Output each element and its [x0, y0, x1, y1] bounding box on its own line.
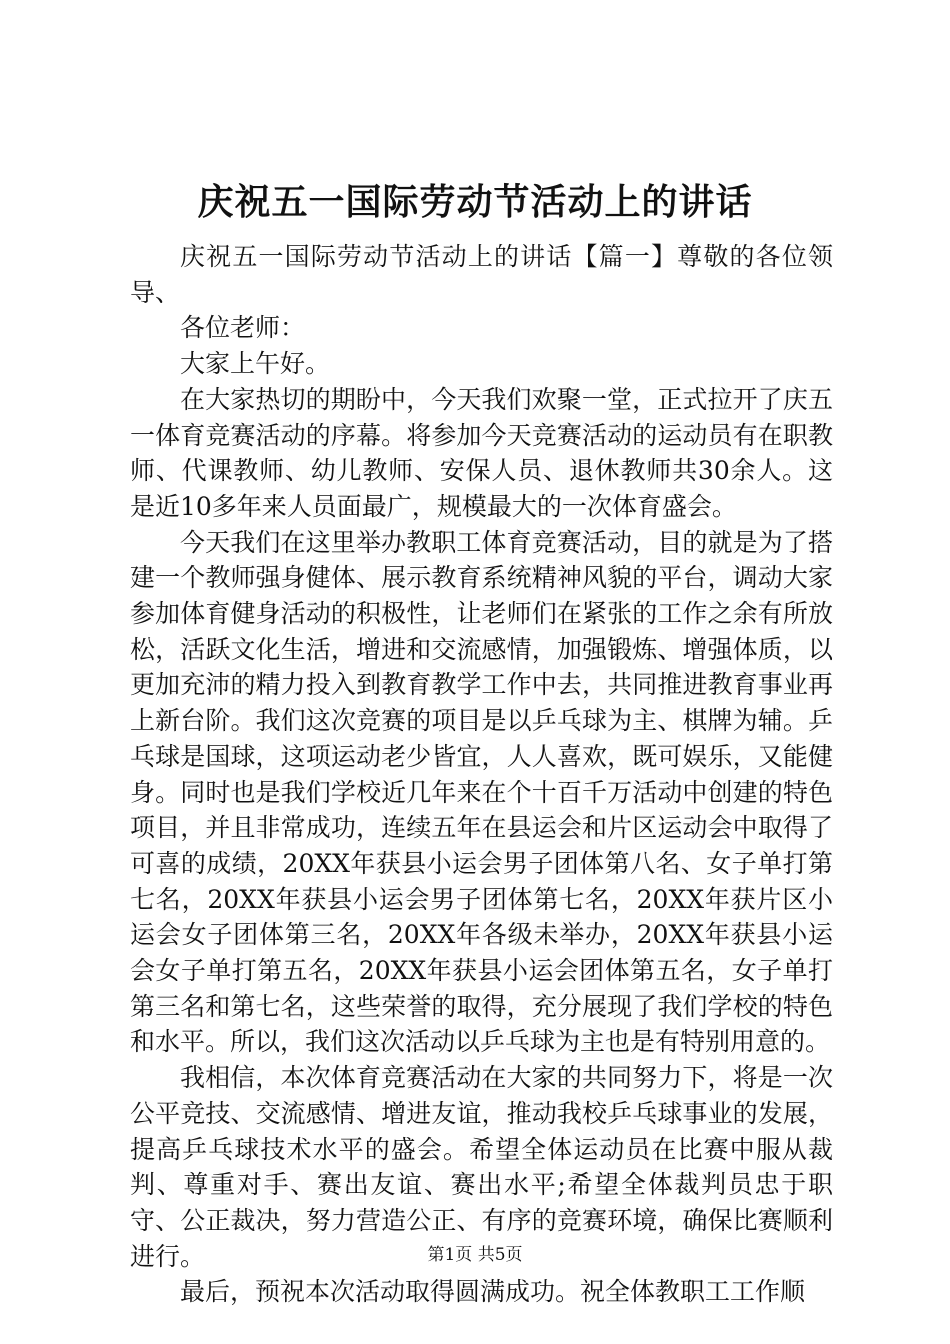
paragraph-greeting: 庆祝五一国际劳动节活动上的讲话【篇一】尊敬的各位领导、: [130, 242, 833, 307]
page-number-footer: 第1页 共5页: [427, 1245, 523, 1265]
paragraph-salutation: 各位老师：: [180, 313, 306, 343]
paragraph-hopes: 我相信，本次体育竞赛活动在大家的共同努力下，将是一次公平竞技、交流感情、增进友谊，推动我校乒乓球事业的发展，提高乒乓球技术水平的盛会。希望全体运动员在比赛中服从裁判、尊重对手、赛出友谊、赛出水平;希望全体裁判员忠于职守、公正裁决，努力营造公正、有序的竞赛环境，确保比赛顺利进行。: [130, 1063, 833, 1271]
paragraph-good-morning: 大家上午好。: [180, 349, 331, 379]
paragraph-closing: 最后，预祝本次活动取得圆满成功。祝全体教职工工作顺: [180, 1277, 806, 1307]
paragraph-purpose: 今天我们在这里举办教职工体育竞赛活动，目的就是为了搭建一个教师强身健体、展示教育系统精神风貌的平台，调动大家参加体育健身活动的积极性，让老师们在紧张的工作之余有所放松，活跃文化生活，增进和交流感情，加强锻炼、增强体质，以更加充沛的精力投入到教育教学工作中去，共同推进教育事业再上新台阶。我们这次竞赛的项目是以乒乓球为主、棋牌为辅。乒乓球是国球，这项运动老少皆宜，人人喜欢，既可娱乐，又能健身。同时也是我们学校近几年来在个十百千万活动中创建的特色项目，并且非常成功，连续五年在县运会和片区运动会中取得了可喜的成绩，20XX年获县小运会男子团体第八名、女子单打第七名，20XX年获县小运会男子团体第七名，20XX年获片区小运会女子团体第三名，20XX年各级未举办，20XX年获县小运会女子单打第五名，20XX年获县小运会团体第五名，女子单打第三名和第七名，这些荣誉的取得，充分展现了我们学校的特色和水平。所以，我们这次活动以乒乓球为主也是有特别用意的。: [130, 527, 833, 1057]
document-title: 庆祝五一国际劳动节活动上的讲话: [197, 181, 753, 223]
document-body: [130, 239, 833, 1310]
paragraph-opening: 在大家热切的期盼中，今天我们欢聚一堂，正式拉开了庆五一体育竞赛活动的序幕。将参加今天竞赛活动的运动员有在职教师、代课教师、幼儿教师、安保人员、退休教师共30余人。这是近10多年来人员面最广，规模最大的一次体育盛会。: [130, 384, 833, 521]
